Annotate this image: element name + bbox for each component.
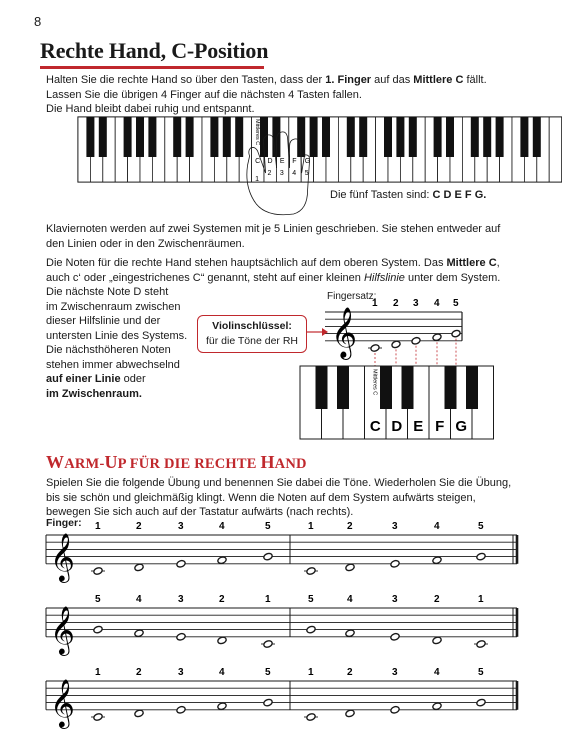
- black-key: [396, 117, 404, 157]
- finger-number: 3: [392, 594, 398, 605]
- black-key: [496, 117, 504, 157]
- treble-clef-icon: 𝄞: [50, 531, 75, 581]
- key-note-label: F: [292, 158, 297, 165]
- intro-text: auf das: [371, 74, 414, 86]
- black-key: [347, 117, 355, 157]
- hand-finger-number: 2: [267, 170, 272, 177]
- whole-note: [93, 625, 103, 634]
- fingersatz-label: Fingersatz:: [327, 291, 377, 302]
- heading-part: AND: [274, 456, 307, 472]
- fingersatz-number: 1: [372, 298, 378, 309]
- whole-note: [345, 563, 355, 572]
- next-line: stehen immer abwechselnd: [46, 358, 180, 371]
- whole-note: [476, 640, 486, 649]
- black-key: [322, 117, 330, 157]
- page-title: Rechte Hand, C-Position: [40, 38, 269, 63]
- finger-number: 1: [95, 521, 101, 532]
- whole-note: [432, 636, 442, 645]
- black-key: [235, 117, 243, 157]
- heading-cap: W: [46, 452, 65, 472]
- finger-number: 5: [478, 667, 484, 678]
- black-key: [310, 117, 318, 157]
- whole-note: [263, 640, 273, 649]
- whole-note: [432, 333, 442, 342]
- hand-finger-number: 4: [292, 170, 297, 177]
- black-key: [316, 366, 328, 409]
- middle-c-label: Mittleres C: [253, 119, 260, 146]
- whole-note: [306, 567, 316, 576]
- whole-note: [217, 556, 227, 565]
- black-key: [124, 117, 132, 157]
- black-key: [359, 117, 367, 157]
- black-key: [136, 117, 144, 157]
- finger-number: 5: [265, 521, 271, 532]
- fingersatz-number: 4: [434, 298, 440, 309]
- intro-line2: Lassen Sie die übrigen 4 Finger auf die nächsten 4 Tasten fallen.: [46, 88, 362, 101]
- whole-note: [345, 629, 355, 638]
- systems-paragraph: Klaviernoten werden auf zwei Systemen mit je 5 Linien geschrieben. Sie stehen entweder auf den Linien oder in den Zwischenräumen.: [46, 223, 501, 250]
- black-key: [148, 117, 156, 157]
- whole-note: [93, 567, 103, 576]
- finger-number: 5: [265, 667, 271, 678]
- key-letter: C: [369, 418, 381, 435]
- hand-finger-number: 5: [304, 170, 309, 177]
- fingersatz-number: 2: [393, 298, 399, 309]
- caption-text: Die fünf Tasten sind:: [330, 189, 433, 201]
- finger-label: Finger:: [46, 517, 82, 529]
- finger-number: 2: [434, 594, 440, 605]
- black-key: [445, 366, 457, 409]
- finger-number: 4: [219, 521, 225, 532]
- heading-part: ARM: [64, 456, 100, 472]
- heading-part: -: [99, 456, 105, 472]
- whole-note: [217, 702, 227, 711]
- finger-number: 2: [136, 521, 142, 532]
- black-key: [409, 117, 417, 157]
- intro-text: Halten Sie die rechte Hand so über den Tasten, dass der: [46, 74, 326, 86]
- next-line: Die nächsthöheren Noten: [46, 344, 171, 356]
- finger-number: 3: [178, 594, 184, 605]
- finger-number: 3: [178, 667, 184, 678]
- black-key: [223, 117, 231, 157]
- violin-clef-title: Violinschlüssel:: [212, 320, 292, 332]
- whole-note: [432, 702, 442, 711]
- next-line: Die nächste Note D steht: [46, 286, 169, 298]
- black-key: [337, 366, 349, 409]
- whole-note: [176, 633, 186, 642]
- intro-finger: 1. Finger: [325, 74, 372, 86]
- treble-clef-icon: 𝄞: [331, 306, 358, 358]
- intro-line3: Die Hand bleibt dabei ruhig und entspannt.: [46, 103, 255, 115]
- whole-note: [134, 629, 144, 638]
- white-key: [549, 117, 561, 182]
- hand-finger-number: 1: [255, 176, 260, 183]
- black-key: [446, 117, 454, 157]
- rh-text: Die Noten für die rechte Hand stehen hauptsächlich auf dem oberen System. Das: [46, 257, 447, 269]
- rh-hilfslinie: Hilfslinie: [363, 271, 405, 284]
- whole-note: [176, 560, 186, 569]
- whole-note: [134, 563, 144, 572]
- black-key: [380, 366, 392, 409]
- whole-note: [263, 698, 273, 707]
- rh-text: unter dem System.: [404, 271, 501, 284]
- black-key: [533, 117, 541, 157]
- rh-text: , auch c‘ oder „eingestrichenes C“ genannt, steht auf einer kleinen: [46, 257, 500, 284]
- finger-number: 4: [434, 521, 440, 532]
- warmup-text: Spielen Sie die folgende Übung und benennen Sie dabei die Töne. Wiederholen Sie die Übung, bis sie schön und gleichmäßig klingt. Wenn die Noten auf dem System aufwärts steigen, bewegen Sie sich auch auf der Tastatur aufwärts (nach rechts).: [46, 477, 512, 518]
- black-key: [434, 117, 442, 157]
- key-letter: G: [455, 418, 468, 435]
- black-key: [173, 117, 181, 157]
- finger-number: 2: [219, 594, 225, 605]
- finger-number: 1: [478, 594, 484, 605]
- finger-number: 3: [392, 521, 398, 532]
- whole-note: [411, 337, 421, 346]
- next-note-paragraph: [46, 285, 196, 401]
- finger-number: 1: [308, 521, 314, 532]
- whole-note: [390, 633, 400, 642]
- key-note-label: C: [255, 158, 261, 165]
- intro-middle-c: Mittlere C: [413, 74, 464, 86]
- whole-note: [390, 560, 400, 569]
- black-key: [402, 366, 414, 409]
- key-letter: F: [435, 418, 445, 435]
- arrow-head: [322, 328, 328, 336]
- key-letter: D: [391, 418, 403, 435]
- whole-note: [390, 706, 400, 715]
- finger-number: 4: [434, 667, 440, 678]
- key-note-label: D: [267, 158, 273, 165]
- whole-note: [93, 713, 103, 722]
- treble-clef-icon: 𝄞: [50, 604, 75, 654]
- whole-note: [391, 340, 401, 349]
- fingersatz-number: 3: [413, 298, 419, 309]
- next-line: dieser Hilfslinie und der: [46, 315, 161, 327]
- next-line: untersten Linie des Systems.: [46, 329, 188, 342]
- key-note-label: E: [279, 158, 285, 165]
- intro-text: fällt.: [463, 74, 487, 86]
- finger-number: 4: [219, 667, 225, 678]
- next-line-bold: auf einer Linie: [46, 373, 121, 385]
- black-key: [483, 117, 491, 157]
- fingersatz-number: 5: [453, 298, 459, 309]
- finger-number: 5: [95, 594, 101, 605]
- warmup-heading: [46, 452, 307, 473]
- heading-cap: H: [260, 452, 275, 472]
- finger-number: 2: [347, 667, 353, 678]
- hand-finger-number: 3: [279, 170, 284, 177]
- black-key: [471, 117, 479, 157]
- black-key: [384, 117, 392, 157]
- treble-clef-icon: 𝄞: [50, 677, 75, 727]
- whole-note: [134, 709, 144, 718]
- next-line-bold: im Zwischenraum.: [46, 387, 142, 400]
- next-line: oder: [120, 373, 146, 385]
- whole-note: [306, 625, 316, 634]
- whole-note: [345, 709, 355, 718]
- key-note-label: G: [304, 158, 311, 165]
- whole-note: [176, 706, 186, 715]
- black-key: [99, 117, 107, 157]
- whole-note: [476, 552, 486, 561]
- finger-number: 2: [347, 521, 353, 532]
- finger-number: 4: [136, 594, 142, 605]
- finger-number: 1: [95, 667, 101, 678]
- whole-note: [263, 552, 273, 561]
- finger-number: 1: [308, 667, 314, 678]
- whole-note: [306, 713, 316, 722]
- black-key: [466, 366, 478, 409]
- black-key: [86, 117, 94, 157]
- black-key: [186, 117, 194, 157]
- violin-clef-sub: für die Töne der RH: [205, 335, 299, 347]
- finger-number: 2: [136, 667, 142, 678]
- finger-number: 4: [347, 594, 353, 605]
- finger-number: 5: [478, 521, 484, 532]
- right-hand-paragraph: [46, 256, 516, 285]
- violin-clef-box: [197, 315, 307, 353]
- whole-note: [476, 698, 486, 707]
- black-key: [210, 117, 218, 157]
- rh-middle-c: Mittlere C: [446, 257, 497, 269]
- heading-part: P FÜR DIE RECHTE: [117, 456, 261, 472]
- caption-notes: C D E F G.: [432, 189, 487, 201]
- whole-note: [432, 556, 442, 565]
- finger-number: 5: [308, 594, 314, 605]
- heading-cap: U: [104, 452, 118, 472]
- finger-number: 3: [392, 667, 398, 678]
- middle-c-label: Mittleres C: [371, 369, 378, 396]
- finger-number: 3: [178, 521, 184, 532]
- five-keys-caption: [330, 189, 486, 201]
- next-line: im Zwischenraum zwischen: [46, 300, 181, 313]
- whole-note: [217, 636, 227, 645]
- key-letter: E: [413, 418, 424, 435]
- whole-note: [370, 344, 380, 353]
- page-number: 8: [34, 14, 42, 29]
- finger-number: 1: [265, 594, 271, 605]
- whole-note: [451, 329, 461, 338]
- black-key: [520, 117, 528, 157]
